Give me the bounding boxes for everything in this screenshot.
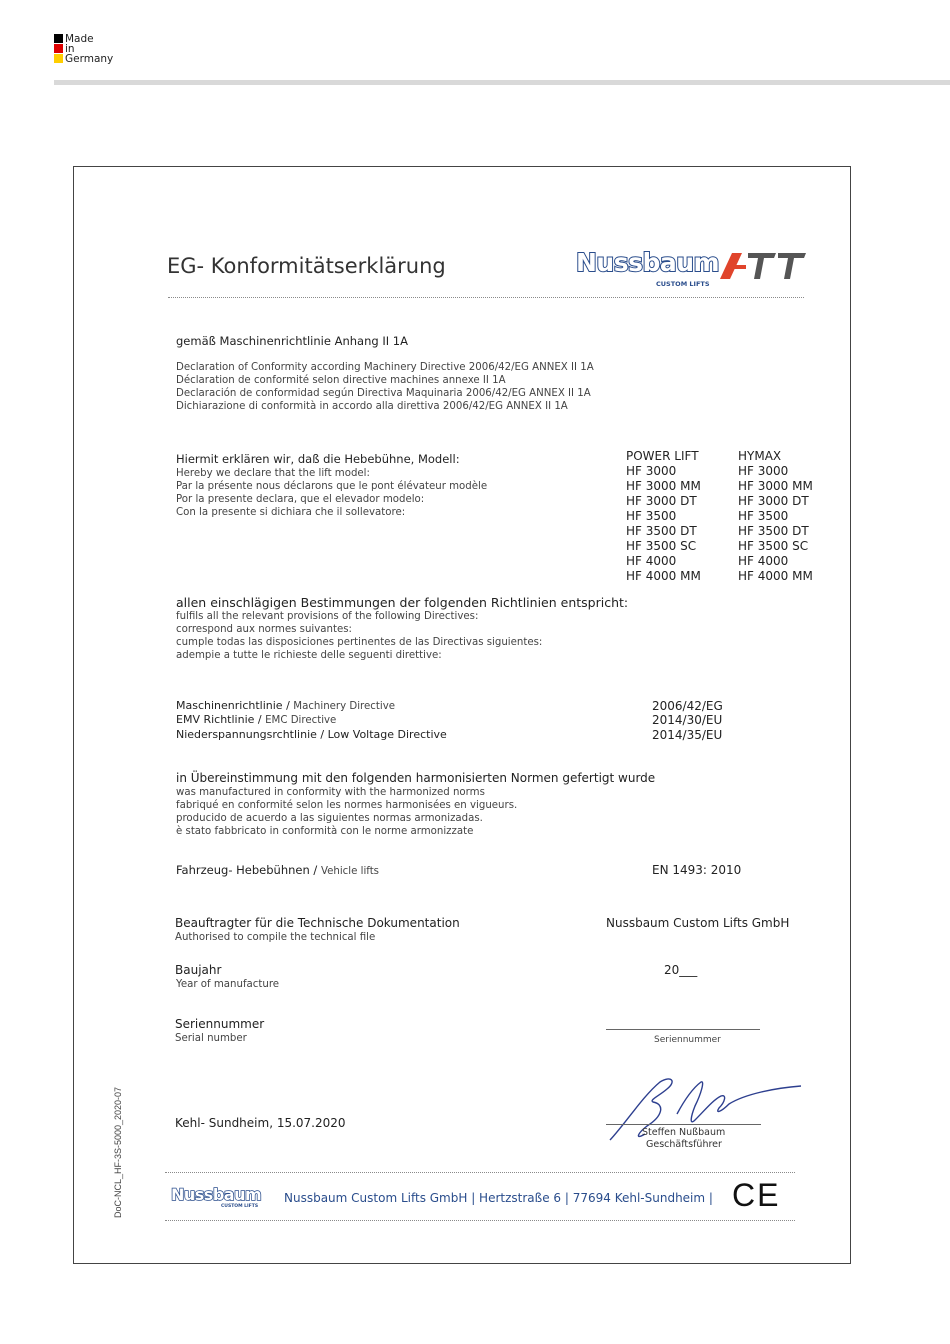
model-item: POWER LIFT <box>626 449 699 463</box>
directive-sep: / <box>254 713 266 726</box>
directive-sep: / <box>316 728 328 741</box>
fulfils-line-4: adempie a tutte le richieste delle seguenti direttive: <box>176 650 442 661</box>
directive-code-emc: 2014/30/EU <box>652 713 723 727</box>
title-divider <box>168 297 804 298</box>
directive-line-4: Dichiarazione di conformità in accordo alla direttiva 2006/42/EG ANNEX II 1A <box>176 401 568 412</box>
declare-line-4: Con la presente si dichiara che il sollevatore: <box>176 507 406 518</box>
fulfils-line-1: fulfils all the relevant provisions of the following Directives: <box>176 611 479 622</box>
harmonized-heading: in Übereinstimmung mit den folgenden harmonisierten Normen gefertigt wurde <box>176 771 656 785</box>
nussbaum-logo-sub: CUSTOM LIFTS <box>656 280 710 288</box>
harmonized-line-2: fabriqué en conformité selon les normes harmonisées en vigueurs. <box>176 800 518 811</box>
harmonized-line-3: producido de acuerdo a las siguientes normas armonizadas. <box>176 813 483 824</box>
directive-line-1: Declaration of Conformity according Machinery Directive 2006/42/EG ANNEX II 1A <box>176 362 594 373</box>
declare-line-3: Por la presente declara, que el elevador modelo: <box>176 494 425 505</box>
models-column-power-lift <box>626 449 701 584</box>
year-sub: Year of manufacture <box>176 979 280 990</box>
model-item: HF 4000 MM <box>738 569 813 583</box>
directive-code-machinery: 2006/42/EG <box>652 699 723 713</box>
flag-black <box>54 34 63 43</box>
model-item: HF 3000 DT <box>738 494 809 508</box>
nussbaum-logo-word: Nussbaum <box>576 248 720 277</box>
harmonized-line-4: è stato fabbricato in conformità con le norme armonizzate <box>176 826 474 837</box>
model-item: HF 3000 <box>626 464 677 478</box>
page-title: EG- Konformitätserklärung <box>167 254 446 278</box>
badge-line-1: Made <box>65 33 94 45</box>
directive-heading: gemäß Maschinenrichtlinie Anhang II 1A <box>176 334 408 348</box>
signer-role: Geschäftsführer <box>646 1139 722 1150</box>
model-item: HF 4000 <box>738 554 789 568</box>
fulfils-heading: allen einschlägigen Bestimmungen der folgenden Richtlinien entspricht: <box>176 595 629 610</box>
directive-en: Machinery Directive <box>293 701 396 712</box>
directive-code-low-voltage: 2014/35/EU <box>652 728 723 742</box>
declare-line-2: Par la présente nous déclarons que le pont élévateur modèle <box>176 481 488 492</box>
serial-sub: Serial number <box>175 1033 247 1044</box>
model-item: HF 4000 MM <box>626 569 701 583</box>
document-id: DoC-NCL_HF-3S-5000_2020-07 <box>113 1086 123 1218</box>
harmonized-line-1: was manufactured in conformity with the harmonized norms <box>176 787 485 798</box>
directive-line-2: Déclaration de conformité selon directive machines annexe II 1A <box>176 375 506 386</box>
norm-en: Vehicle lifts <box>320 866 379 877</box>
directive-de: Maschinenrichtlinie <box>176 699 283 712</box>
signer-name: Steffen Nußbaum <box>642 1127 726 1138</box>
signature-line <box>606 1124 761 1125</box>
norm-de: Fahrzeug- Hebebühnen <box>176 863 310 877</box>
directive-en: EMC Directive <box>265 715 337 726</box>
model-item: HF 3500 SC <box>626 539 697 553</box>
declare-heading: Hiermit erklären wir, daß die Hebebühne, Modell: <box>176 452 460 466</box>
flag-red <box>54 44 63 53</box>
norm-row <box>176 863 379 878</box>
fulfils-line-2: correspond aux normes suivantes: <box>176 624 352 635</box>
model-item: HF 3500 <box>626 509 677 523</box>
model-item: HF 3500 DT <box>738 524 809 538</box>
model-item: HF 3000 MM <box>626 479 701 493</box>
model-item: HF 3500 DT <box>626 524 697 538</box>
declare-line-1: Hereby we declare that the lift model: <box>176 468 370 479</box>
ce-mark-icon: CE <box>732 1177 781 1213</box>
serial-line <box>606 1029 760 1030</box>
models-column-hymax <box>738 449 813 584</box>
directive-de: Niederspannungsrchtlinie <box>176 728 317 741</box>
year-value: 20___ <box>664 963 698 977</box>
directive-en: Low Voltage Directive <box>327 728 447 741</box>
footer-address: Nussbaum Custom Lifts GmbH | Hertzstraße 6 | 77694 Kehl-Sundheim | <box>284 1191 713 1205</box>
place-date: Kehl- Sundheim, 15.07.2020 <box>175 1116 346 1130</box>
model-item: HF 3500 <box>738 509 789 523</box>
badge-line-2: in <box>65 43 75 55</box>
header-divider <box>54 80 950 85</box>
footer-divider-top <box>165 1172 795 1173</box>
authorised-heading: Beauftragter für die Technische Dokumentation <box>175 916 460 930</box>
norm-code: EN 1493: 2010 <box>652 863 742 877</box>
directive-row-low-voltage <box>176 728 447 741</box>
authorised-sub: Authorised to compile the technical file <box>175 932 376 943</box>
directive-row-emc <box>176 713 336 727</box>
model-item: HF 3000 MM <box>738 479 813 493</box>
model-item: HF 4000 <box>626 554 677 568</box>
model-item: HF 3000 DT <box>626 494 697 508</box>
serial-heading: Seriennummer <box>175 1017 265 1031</box>
fulfils-line-3: cumple todas las disposiciones pertinentes de las Directivas siguientes: <box>176 637 543 648</box>
directive-sep: / <box>282 699 294 712</box>
serial-line-label: Seriennummer <box>654 1035 721 1045</box>
model-item: HYMAX <box>738 449 782 463</box>
directive-line-3: Declaración de conformidad según Directiva Maquinaria 2006/42/EG ANNEX II 1A <box>176 388 591 399</box>
att-logo-mark <box>718 253 808 279</box>
directive-de: EMV Richtlinie <box>176 713 255 726</box>
norm-sep: / <box>309 863 321 877</box>
footer-logo-sub: CUSTOM LIFTS <box>221 1204 259 1209</box>
model-item: HF 3500 SC <box>738 539 809 553</box>
directive-row-machinery <box>176 699 395 713</box>
authorised-value: Nussbaum Custom Lifts GmbH <box>606 916 790 930</box>
badge-line-3: Germany <box>65 53 114 65</box>
footer-logo-word: Nussbaum <box>171 1185 262 1204</box>
model-item: HF 3000 <box>738 464 789 478</box>
footer-divider-bottom <box>165 1220 795 1221</box>
year-heading: Baujahr <box>175 963 222 977</box>
flag-gold <box>54 54 63 63</box>
